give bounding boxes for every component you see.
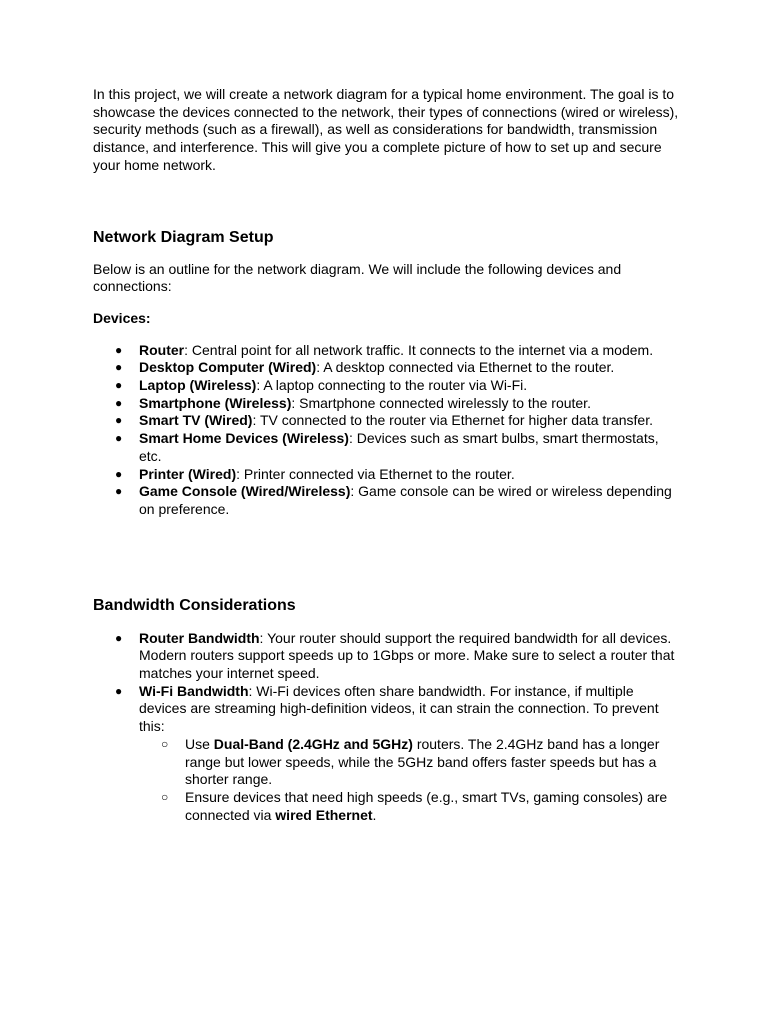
device-desc: : Central point for all network traffic. It connects to the internet via a modem. — [184, 341, 654, 358]
item-desc: : Wi-Fi devices often share bandwidth. For instance, if multiple devices are streaming high-definition videos, it can strain the connection. To prevent this: — [139, 682, 659, 735]
sub-bold: wired Ethernet — [275, 806, 373, 823]
bullet-icon: ● — [115, 466, 123, 481]
sub-text: Ensure devices that need high speeds (e.g., smart TVs, gaming consoles) are connected via — [185, 788, 668, 823]
bullet-icon: ● — [115, 378, 123, 393]
device-name: Smart TV (Wired) — [139, 412, 253, 429]
bullet-icon: ● — [115, 484, 123, 499]
list-item — [93, 630, 683, 683]
document-page — [93, 86, 683, 824]
wifi-sub-list — [139, 736, 683, 825]
devices-list — [93, 342, 683, 519]
heading-bandwidth-considerations: Bandwidth Considerations — [93, 596, 296, 614]
hollow-bullet-icon: ○ — [161, 789, 169, 804]
list-item — [93, 359, 683, 377]
hollow-bullet-icon: ○ — [161, 736, 169, 751]
list-item — [93, 483, 683, 518]
device-name: Printer (Wired) — [139, 465, 237, 482]
bullet-icon: ● — [115, 683, 123, 698]
device-name: Smartphone (Wireless) — [139, 394, 292, 411]
device-desc: : Printer connected via Ethernet to the router. — [236, 465, 515, 482]
bullet-icon: ● — [115, 431, 123, 446]
list-item — [93, 466, 683, 484]
bullet-icon: ● — [115, 342, 123, 357]
device-name: Game Console (Wired/Wireless) — [139, 483, 351, 500]
device-desc: : Game console can be wired or wireless depending on preference. — [139, 483, 672, 517]
device-desc: : A laptop connecting to the router via Wi-Fi. — [256, 377, 528, 394]
heading-network-diagram-setup: Network Diagram Setup — [93, 228, 274, 246]
item-desc: : Your router should support the required bandwidth for all devices. Modern routers support speeds up to 1Gbps or more. Make sure to select a router that matches your internet speed. — [139, 629, 675, 682]
device-desc: : A desktop connected via Ethernet to the router. — [316, 359, 615, 376]
item-name: Wi-Fi Bandwidth — [139, 682, 249, 699]
sub-text: . — [372, 806, 377, 823]
bullet-icon: ● — [115, 360, 123, 375]
item-name: Router Bandwidth — [139, 629, 260, 646]
sub-list-item — [139, 736, 683, 789]
devices-label: Devices: — [93, 309, 151, 326]
device-name: Desktop Computer (Wired) — [139, 359, 317, 376]
list-item — [93, 430, 683, 465]
bullet-icon: ● — [115, 630, 123, 645]
device-name: Smart Home Devices (Wireless) — [139, 430, 349, 447]
sub-list-item — [139, 789, 683, 824]
sub-text: routers. The 2.4GHz band has a longer range but lower speeds, while the 5GHz band offers faster speeds but has a shorter range. — [185, 735, 660, 788]
bandwidth-list — [93, 630, 683, 825]
device-name: Router — [139, 341, 185, 358]
sub-text: Use — [185, 735, 214, 752]
bullet-icon: ● — [115, 395, 123, 410]
device-desc: : Devices such as smart bulbs, smart thermostats, etc. — [139, 430, 659, 464]
sub-bold: Dual-Band (2.4GHz and 5GHz) — [213, 735, 413, 752]
list-item — [93, 377, 683, 395]
outline-paragraph: Below is an outline for the network diagram. We will include the following devices and connections: — [93, 260, 622, 295]
list-item — [93, 395, 683, 413]
device-name: Laptop (Wireless) — [139, 377, 257, 394]
intro-paragraph: In this project, we will create a network diagram for a typical home environment. The goal is to showcase the devices connected to the network, their types of connections (wired or wireless), security methods (such as a firewall), as well as considerations for bandwidth, transmission distance, and interference. This will give you a complete picture of how to set up and secure your home network. — [93, 86, 679, 173]
list-item — [93, 342, 683, 360]
device-desc: : TV connected to the router via Ethernet for higher data transfer. — [252, 412, 653, 429]
list-item — [93, 683, 683, 825]
bullet-icon: ● — [115, 413, 123, 428]
list-item — [93, 412, 683, 430]
device-desc: : Smartphone connected wirelessly to the router. — [291, 394, 591, 411]
